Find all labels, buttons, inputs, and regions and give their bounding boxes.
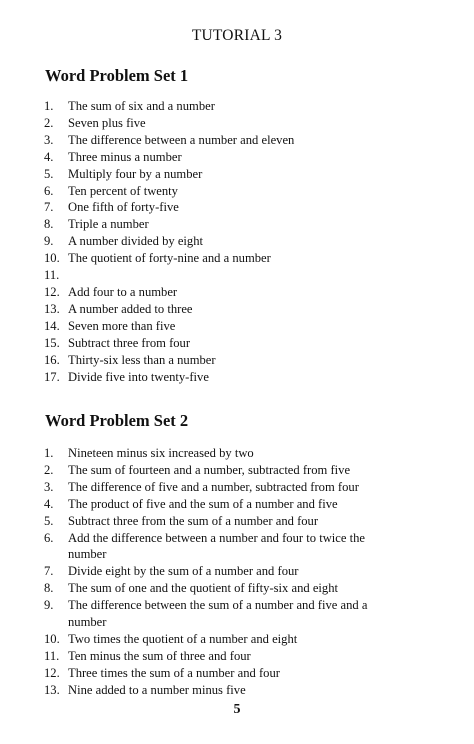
list-item [44,132,394,149]
problem-text: Nineteen minus six increased by two [68,446,254,460]
problem-text: Three times the sum of a number and four [68,665,280,680]
problem-text: Two times the quotient of a number and eight [68,631,298,646]
list-item [44,267,394,284]
list-item [44,648,394,665]
problem-number: 5. [44,166,54,181]
problem-text: Nine added to a number minus five [68,682,246,697]
problem-text: The difference between a number and eleven [68,132,295,147]
problem-number: 13. [44,301,60,316]
set2-heading: Word Problem Set 2 [45,411,189,430]
problem-number: 8. [44,217,54,232]
problem-text: Add four to a number [68,284,178,299]
list-item [44,369,394,386]
problem-text: The quotient of forty-nine and a number [68,251,271,266]
list-item [44,479,394,496]
list-item [44,513,394,530]
list-item [44,631,394,648]
problem-number: 10. [44,631,60,646]
problem-number: 14. [44,318,60,333]
list-item [44,352,394,369]
page-title: TUTORIAL 3 [191,27,283,44]
list-item [44,149,394,166]
list-item [44,284,394,301]
problem-text: Multiply four by a number [68,166,203,181]
problem-number: 6. [44,183,54,198]
problem-number: 15. [44,335,60,350]
problem-number: 16. [44,352,60,367]
problem-text: The difference between the sum of a number and five and a number [68,598,368,630]
problem-number: 12. [44,665,60,680]
set1-problem-list [44,98,394,385]
problem-text [68,267,394,284]
problem-text: Thirty-six less than a number [68,352,216,367]
problem-text: Divide five into twenty-five [68,369,209,384]
problem-text: Subtract three from four [68,335,191,350]
problem-number: 6. [44,530,54,545]
problem-text: Ten minus the sum of three and four [68,648,251,663]
list-item [44,462,394,479]
problem-number: 17. [44,369,60,384]
problem-number: 11. [44,648,60,663]
list-item [44,530,394,564]
problem-text: Ten percent of twenty [68,183,178,198]
problem-text: Subtract three from the sum of a number and four [68,513,319,528]
problem-number: 4. [44,496,54,511]
problem-number: 7. [44,564,54,579]
list-item [44,199,394,216]
problem-number: 3. [44,132,54,147]
list-item [44,216,394,233]
list-item [44,563,394,580]
problem-number: 9. [44,598,54,613]
problem-number: 12. [44,284,60,299]
problem-number: 3. [44,479,54,494]
problem-text: Three minus a number [68,149,182,164]
problem-text: The product of five and the sum of a number and five [68,496,338,511]
problem-text: Divide eight by the sum of a number and four [68,564,299,579]
list-item [44,335,394,352]
set2-problem-list [44,445,394,699]
list-item [44,115,394,132]
problem-text: The sum of six and a number [68,99,215,113]
list-item [44,233,394,250]
list-item [44,665,394,682]
problem-text: A number divided by eight [68,234,204,249]
problem-number: 2. [44,115,54,130]
list-item [44,496,394,513]
problem-number: 2. [44,462,54,477]
problem-text: One fifth of forty-five [68,200,179,215]
problem-text: The sum of fourteen and a number, subtracted from five [68,462,351,477]
problem-number: 8. [44,581,54,596]
page-number: 5 [233,702,241,717]
problem-number: 13. [44,682,60,697]
problem-text: The difference of five and a number, subtracted from four [68,479,359,494]
problem-text: Add the difference between a number and four to twice the number [68,530,365,562]
problem-text: The sum of one and the quotient of fifty-six and eight [68,581,339,596]
problem-number: 1. [44,99,54,113]
list-item [44,166,394,183]
list-item [44,250,394,267]
problem-number: 4. [44,149,54,164]
problem-text: A number added to three [68,301,193,316]
list-item [44,580,394,597]
problem-text: Seven plus five [68,115,146,130]
list-item [44,445,394,462]
problem-number: 11. [44,268,60,283]
list-item [44,682,394,699]
problem-number: 1. [44,446,54,460]
list-item [44,98,394,115]
problem-number: 9. [44,234,54,249]
list-item [44,301,394,318]
problem-number: 10. [44,251,60,266]
list-item [44,318,394,335]
problem-text: Triple a number [68,217,149,232]
problem-number: 5. [44,513,54,528]
list-item [44,597,394,631]
list-item [44,183,394,200]
problem-number: 7. [44,200,54,215]
set1-heading: Word Problem Set 1 [45,66,189,85]
problem-text: Seven more than five [68,318,176,333]
